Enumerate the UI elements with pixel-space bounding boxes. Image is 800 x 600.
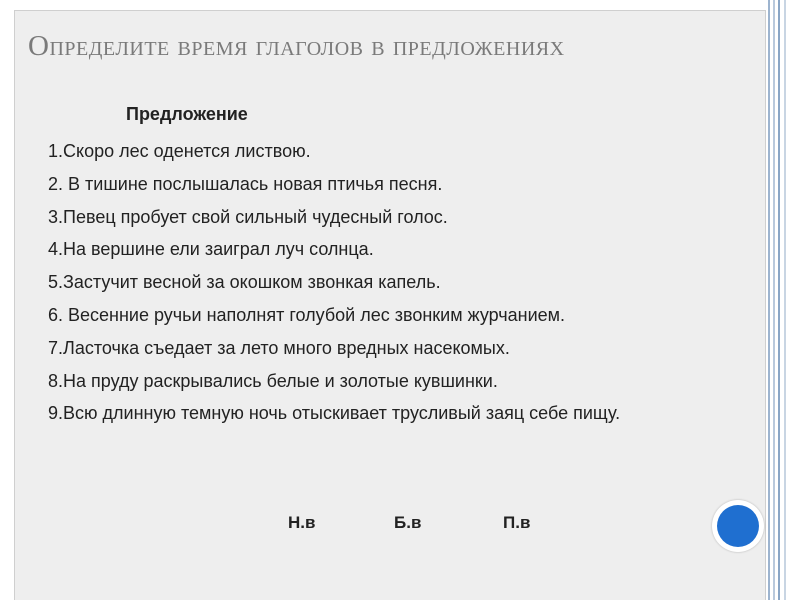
slide-title: Определите время глаголов в предложениях	[28, 30, 565, 62]
list-item: 2. В тишине послышалась новая птичья песня.	[48, 173, 443, 194]
sentence-list	[48, 140, 748, 435]
decorative-rule	[773, 0, 775, 600]
decorative-rule	[778, 0, 780, 600]
list-item: 9.Всю длинную темную ночь отыскивает трусливый заяц себе пищу.	[48, 403, 621, 424]
decorative-rule	[784, 0, 786, 600]
right-margin	[766, 0, 800, 600]
tense-past-label: П.в	[503, 513, 531, 532]
list-item: 4.На вершине ели заиграл луч солнца.	[48, 239, 374, 260]
tense-present-label: Н.в	[288, 513, 316, 532]
column-header: Предложение	[126, 104, 248, 124]
list-item: 5.Застучит весной за окошком звонкая капель.	[48, 272, 441, 293]
list-item: 6. Весенние ручьи наполнят голубой лес звонким журчанием.	[48, 304, 566, 325]
list-item: 8.На пруду раскрывались белые и золотые кувшинки.	[48, 370, 498, 391]
list-item: 1.Скоро лес оденется листвою.	[48, 141, 311, 161]
decorative-rule	[768, 0, 770, 600]
list-item: 3.Певец пробует свой сильный чудесный голос.	[48, 206, 448, 227]
decorative-circle-icon	[717, 505, 759, 547]
tense-future-label: Б.в	[394, 513, 422, 532]
tense-labels	[0, 513, 800, 535]
list-item: 7.Ласточка съедает за лето много вредных насекомых.	[48, 337, 510, 358]
